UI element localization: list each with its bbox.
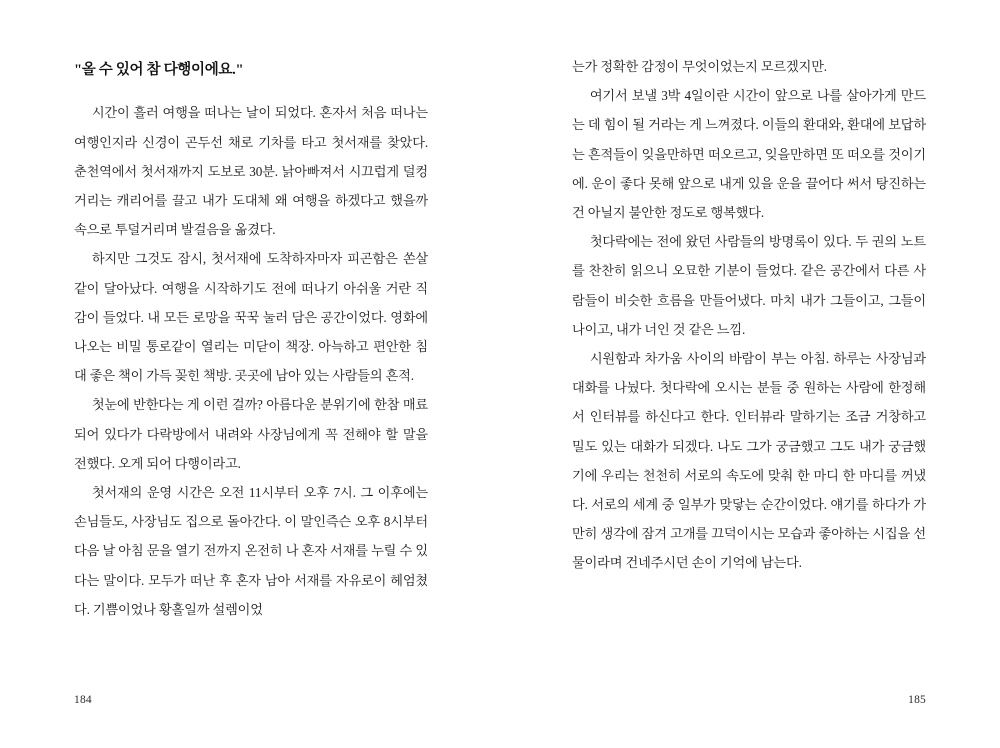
page-number-left: 184: [74, 694, 92, 706]
page-number-right: 185: [908, 694, 926, 706]
paragraph: 시간이 흘러 여행을 떠나는 날이 되었다. 혼자서 처음 떠나는 여행인지라 신경이 곤두선 채로 기차를 타고 첫서재를 찾았다. 춘천역에서 첫서재까지 도보로 30분. 낡아빠져서 시끄럽게 덜컹거리는 캐리어를 끌고 내가 도대체 왜 여행을 하겠다고 했을까 속으로 투덜거리며 발걸음을 옮겼다.: [74, 105, 428, 238]
left-page-body: [74, 98, 428, 624]
chapter-title: "올 수 있어 참 다행이에요.": [74, 62, 244, 78]
paragraph: 첫다락에는 전에 왔던 사람들의 방명록이 있다. 두 권의 노트를 찬찬히 읽으니 오묘한 기분이 들었다. 같은 공간에서 다른 사람들이 비슷한 흐름을 만들어냈다. 마치 내가 그들이고, 그들이 나이고, 내가 너인 것 같은 느낌.: [572, 234, 926, 337]
paragraph: 는가 정확한 감정이 무엇이었는지 모르겠지만.: [572, 59, 827, 74]
paragraph: 시원함과 차가움 사이의 바람이 부는 아침. 하루는 사장님과 대화를 나눴다. 첫다락에 오시는 분들 중 원하는 사람에 한정해서 인터뷰를 하신다고 한다. 인터뷰라 말하기는 조금 거창하고 밀도 있는 대화가 되겠다. 나도 그가 궁금했고 그도 내가 궁금했기에 우리는 천천히 서로의 속도에 맞춰 한 마디 한 마디를 꺼냈다. 서로의 세계 중 일부가 맞닿는 순간이었다. 얘기를 하다가 가만히 생각에 잠겨 고개를 끄덕이시는 모습과 좋아하는 시집을 선물이라며 건네주시던 손이 기억에 남는다.: [572, 351, 926, 571]
page-right: [500, 0, 1000, 748]
paragraph: 하지만 그것도 잠시, 첫서재에 도착하자마자 피곤함은 쏜살같이 달아났다. 여행을 시작하기도 전에 떠나기 아쉬울 거란 직감이 들었다. 내 모든 로망을 꾹꾹 눌러 담은 공간이었다. 영화에 나오는 비밀 통로같이 열리는 미닫이 책장. 아늑하고 편안한 침대 좋은 책이 가득 꽂힌 책방. 곳곳에 남아 있는 사람들의 흔적.: [74, 251, 428, 384]
right-page-body: [572, 52, 926, 578]
paragraph: 첫서재의 운영 시간은 오전 11시부터 오후 7시. 그 이후에는 손님들도, 사장님도 집으로 돌아간다. 이 말인즉슨 오후 8시부터 다음 날 아침 문을 열기 전까지 온전히 나 혼자 서재를 누릴 수 있다는 말이다. 모두가 떠난 후 혼자 남아 서재를 자유로이 헤엄쳤다. 기쁨이었나 황홀일까 설렘이었: [74, 484, 428, 617]
paragraph: 첫눈에 반한다는 게 이런 걸까? 아름다운 분위기에 한참 매료되어 있다가 다락방에서 내려와 사장님에게 꼭 전해야 할 말을 전했다. 오게 되어 다행이라고.: [74, 397, 428, 471]
paragraph: 여기서 보낼 3박 4일이란 시간이 앞으로 나를 살아가게 만드는 데 힘이 될 거라는 게 느껴졌다. 이들의 환대와, 환대에 보답하는 흔적들이 잊을만하면 떠오르고, 잊을만하면 또 떠오를 것이기에. 운이 좋다 못해 앞으로 내게 있을 운을 끌어다 써서 탕진하는 건 아닐지 불안한 정도로 행복했다.: [572, 88, 926, 221]
